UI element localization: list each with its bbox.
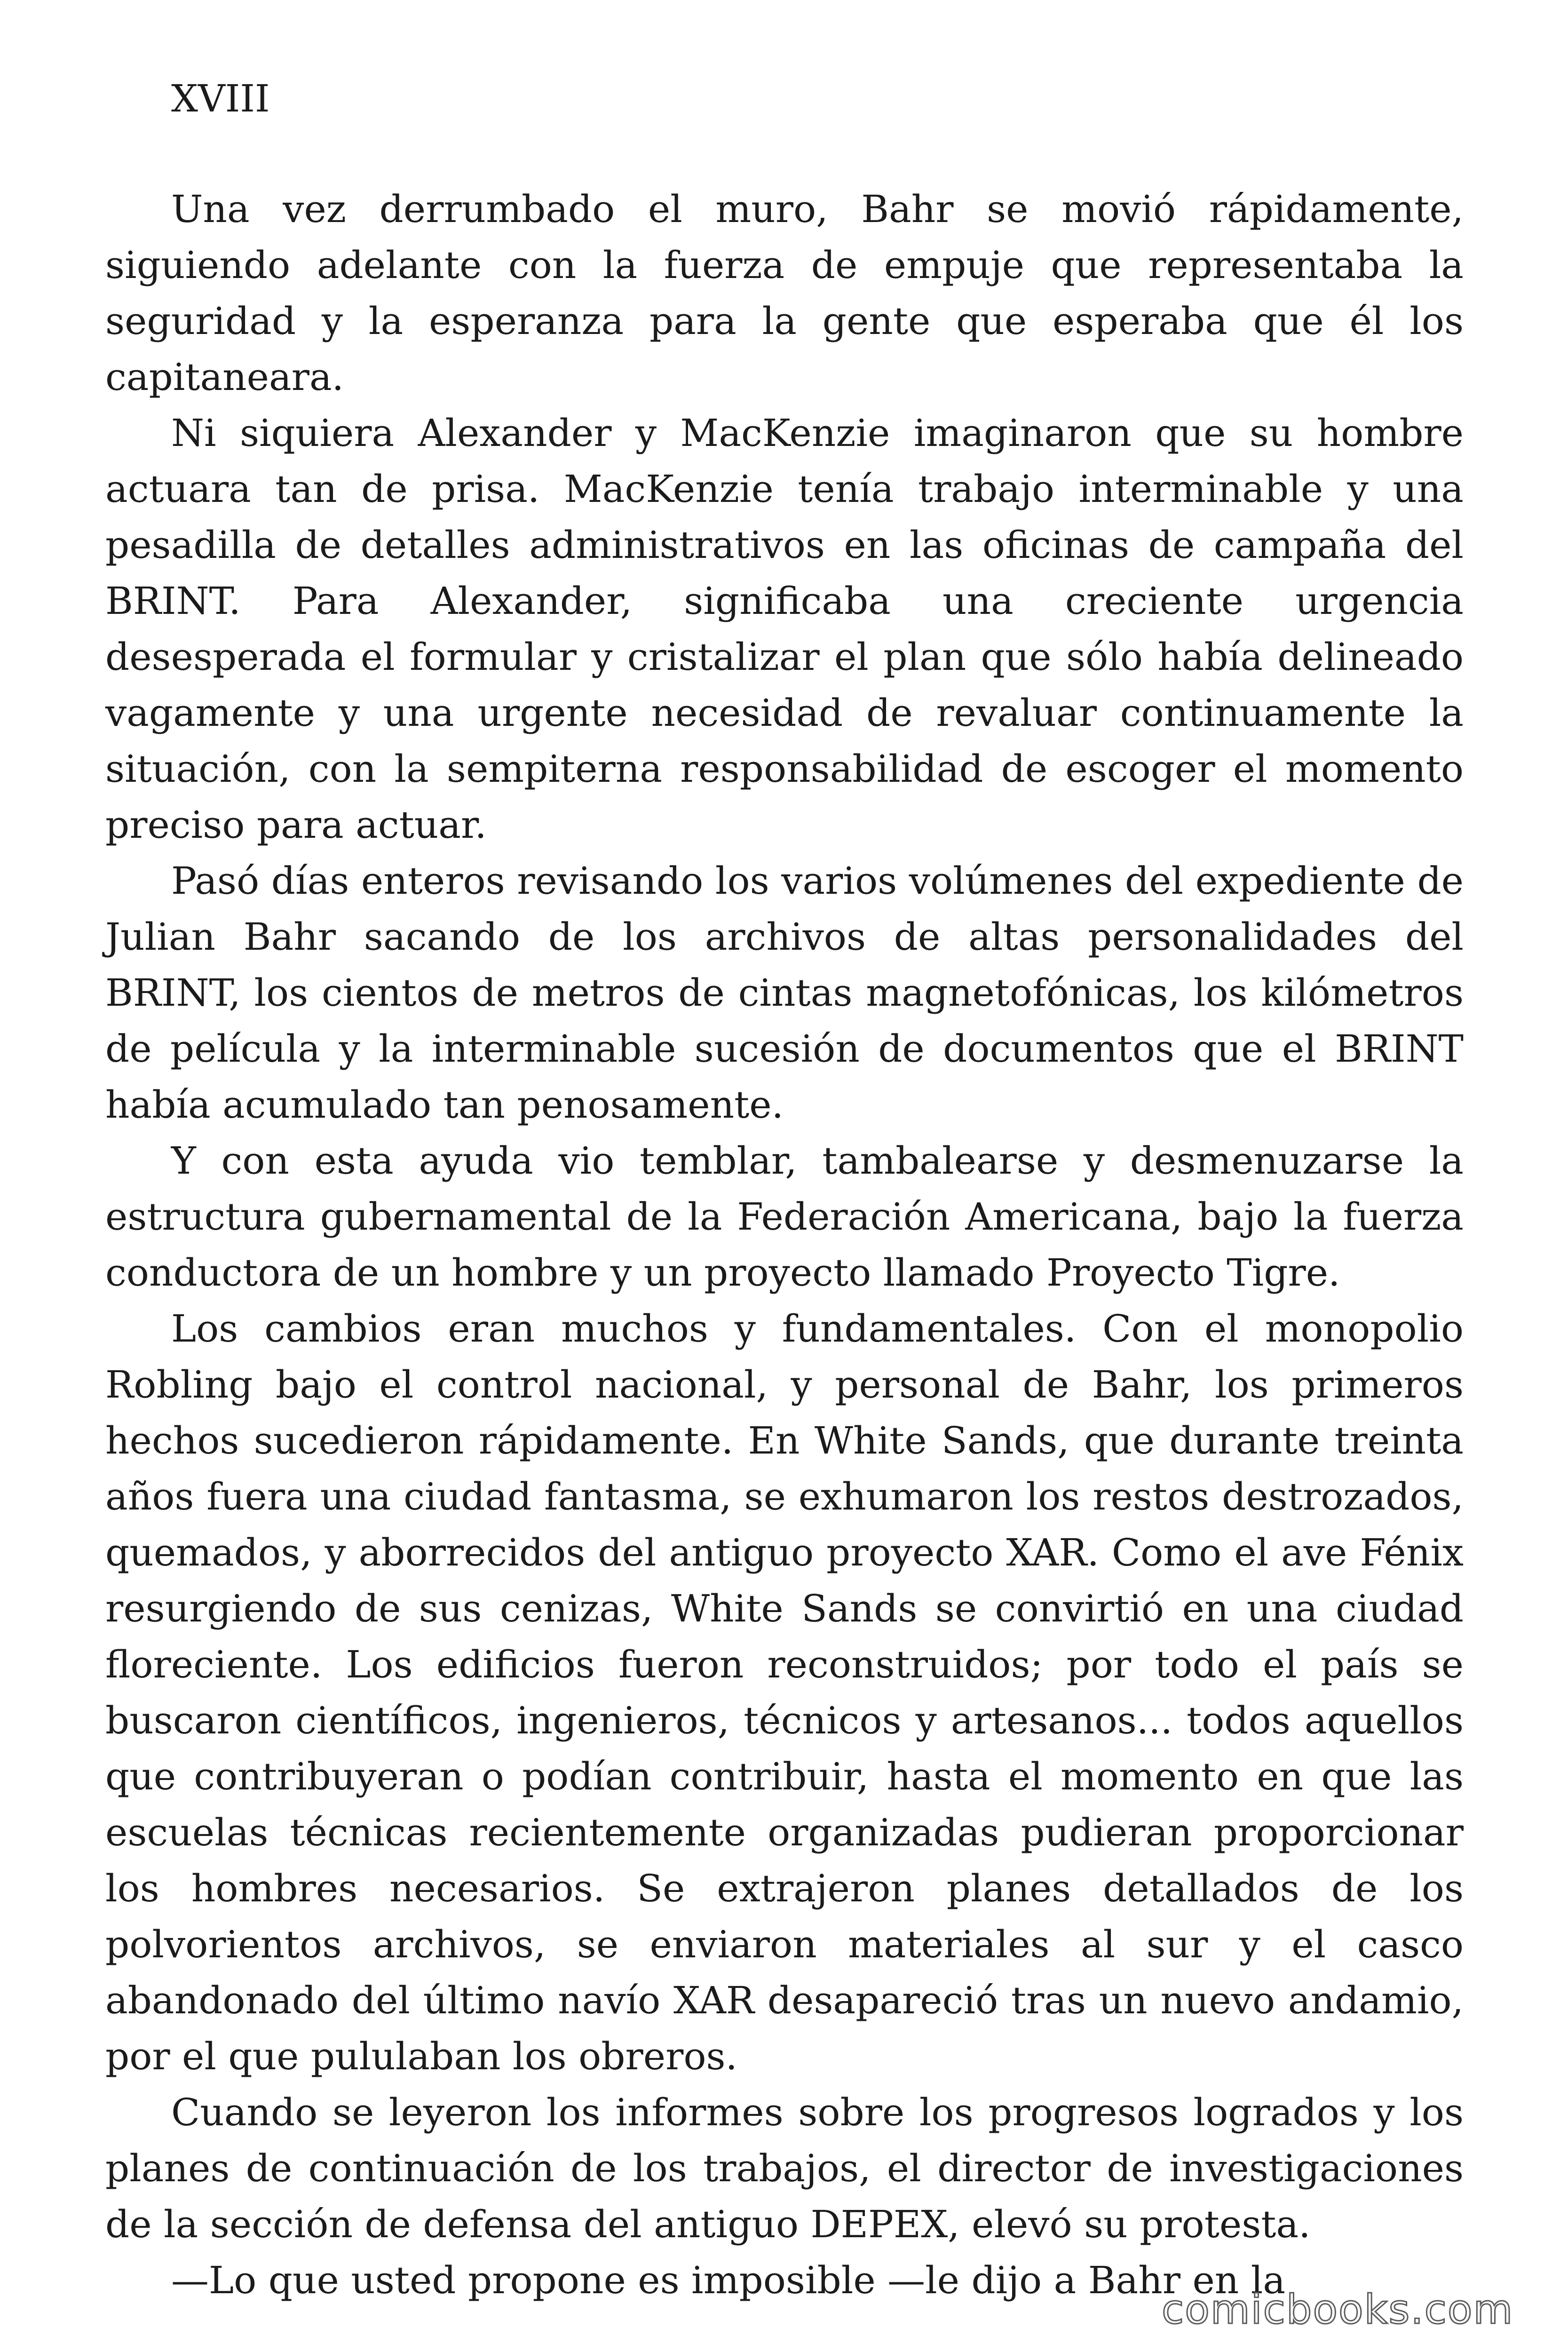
book-page	[105, 71, 1464, 2308]
paragraph-2: Ni siquiera Alexander y MacKenzie imaginaron que su hombre actuara tan de prisa. MacKenzie tenía trabajo interminable y una pesadilla de detalles administrativos en las oficinas de campaña del BRINT. Para Alexander, significaba una creciente urgencia desesperada el formular y cristalizar el plan que sólo había delineado vagamente y una urgente necesidad de revaluar continuamente la situación, con la sempiterna responsabilidad de escoger el momento preciso para actuar.	[105, 411, 1464, 847]
paragraph-4: Y con esta ayuda vio temblar, tambalearse y desmenuzarse la estructura gubernamental de la Federación Americana, bajo la fuerza conductora de un hombre y un proyecto llamado Proyecto Tigre.	[105, 1139, 1464, 1295]
paragraph-6: Cuando se leyeron los informes sobre los progresos logrados y los planes de continuación de los trabajos, el director de investigaciones de la sección de defensa del antiguo DEPEX, elevó su protesta.	[105, 2090, 1464, 2246]
paragraph-3: Pasó días enteros revisando los varios volúmenes del expediente de Julian Bahr sacando de los archivos de altas personalidades del BRINT, los cientos de metros de cintas magnetofónicas, los kilómetros de película y la interminable sucesión de documentos que el BRINT había acumulado tan penosamente.	[105, 859, 1464, 1127]
paragraph-5: Los cambios eran muchos y fundamentales. Con el monopolio Robling bajo el control nacional, y personal de Bahr, los primeros hechos sucedieron rápidamente. En White Sands, que durante treinta años fuera una ciudad fantasma, se exhumaron los restos destrozados, quemados, y aborrecidos del antiguo proyecto XAR. Como el ave Fénix resurgiendo de sus cenizas, White Sands se convirtió en una ciudad floreciente. Los edificios fueron reconstruidos; por todo el país se buscaron científicos, ingenieros, técnicos y artesanos... todos aquellos que contribuyeran o podían contribuir, hasta el momento en que las escuelas técnicas recientemente organizadas pudieran proporcionar los hombres necesarios. Se extrajeron planes detallados de los polvorientos archivos, se enviaron materiales al sur y el casco abandonado del último navío XAR desapareció tras un nuevo andamio, por el que pululaban los obreros.	[105, 1307, 1464, 2078]
paragraph-1: Una vez derrumbado el muro, Bahr se movió rápidamente, siguiendo adelante con la fuerza de empuje que representaba la seguridad y la esperanza para la gente que esperaba que él los capitaneara.	[105, 187, 1464, 399]
paragraph-7: —Lo que usted propone es imposible —le dijo a Bahr en la	[171, 2258, 1286, 2302]
watermark: comicbooks.com	[1162, 2286, 1514, 2333]
chapter-heading: XVIII	[171, 77, 270, 120]
